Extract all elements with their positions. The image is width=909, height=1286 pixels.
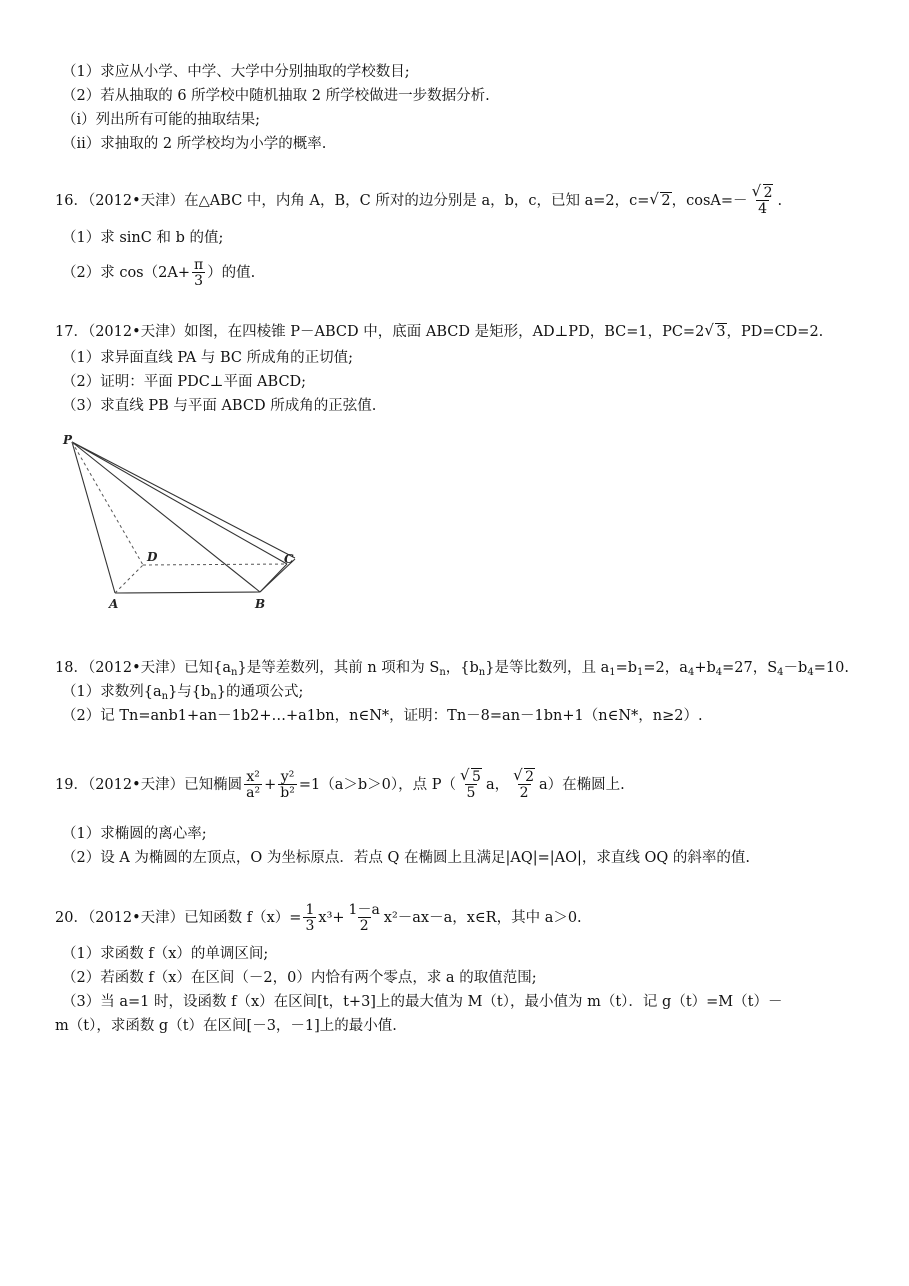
q17-part3: （3）求直线 PB 与平面 ABCD 所成角的正弦值. xyxy=(62,398,377,414)
q19-statement: 19．（2012•天津）已知椭圆 $\frac{\text{x²}}{\text{a²}}$ + $\frac{\text{y²}}{\text{b²}}$ =1（a＞b＞0），点 P（ √ 5 5 a， √ 2 2 a）在椭圆上. xyxy=(55,766,625,801)
q16-head-text: 16．（2012•天津）在△ABC 中，内角 A，B，C 所对的边分别是 a，b，c，已知 a=2，c= xyxy=(55,193,650,209)
q16-cos-fraction: √ 2 4 xyxy=(751,182,773,217)
q19-py-fraction: √ 2 2 xyxy=(513,766,535,801)
q17-part1: （1）求异面直线 PA 与 BC 所成角的正切值; xyxy=(62,350,353,366)
label-P: P xyxy=(63,433,73,447)
q16-pi-fraction: $\frac{\pi}{3}$ xyxy=(193,257,204,289)
q20-part1: （1）求函数 f（x）的单调区间; xyxy=(62,946,269,962)
q16-part2: （2）求 cos（2A+ $\frac{\pi}{3}$ ）的值. xyxy=(62,257,256,289)
edge-PC xyxy=(72,442,287,564)
edge-PA xyxy=(72,442,115,593)
q20-third-fraction: $\frac{1}{3}$ xyxy=(305,902,315,934)
q20-part3a: （3）当 a=1 时，设函数 f（x）在区间[t，t+3]上的最大值为 M（t），最小值为 m（t）．记 g（t）=M（t）－ xyxy=(62,994,783,1010)
q16-sqrt-c: √ 2 xyxy=(649,190,671,209)
edge-DC-hidden xyxy=(143,564,287,565)
edge-AD-hidden xyxy=(115,565,143,593)
q19-y-fraction: $\frac{\text{y²}}{\text{b²}}$ xyxy=(280,769,295,801)
q16-part1: （1）求 sinC 和 b 的值; xyxy=(62,230,224,246)
q17-sqrt-pc: √ 3 xyxy=(704,321,726,340)
q19-px-fraction: √ 5 5 xyxy=(460,766,481,801)
q19-part2: （2）设 A 为椭圆的左顶点，O 为坐标原点．若点 Q 在椭圆上且满足|AQ|=|AO|，求直线 OQ 的斜率的值. xyxy=(62,850,751,866)
q15-part1: （1）求应从小学、中学、大学中分别抽取的学校数目; xyxy=(62,64,410,80)
label-A: A xyxy=(109,597,119,611)
q15-part2-i: （i）列出所有可能的抽取结果; xyxy=(62,112,261,128)
q18-statement: 18．（2012•天津）已知$\{a_n\}$是等差数列，其前 n 项和为 $S_n$，$\{b_n\}$是等比数列，且 $a_1=b_1=2$，$a_4+b_4=27$，$S_4-b_4=10$. xyxy=(55,660,849,678)
q17-part2: （2）证明：平面 PDC⊥平面 ABCD; xyxy=(62,374,307,390)
q18-part2: （2）记 Tn=anb1+an－1b2+…+a1bn，n∈N*，证明：Tn－8=an－1bn+1（n∈N*，n≥2）. xyxy=(62,708,703,724)
q15-part2: （2）若从抽取的 6 所学校中随机抽取 2 所学校做进一步数据分析. xyxy=(62,88,490,104)
q20-statement: 20．（2012•天津）已知函数 f（x）= $\frac{1}{3}$ x³+ $\frac{1-a}{2}$ x²－ax－a，x∈R，其中 a＞0. xyxy=(55,902,582,934)
q15-part2-ii: （ii）求抽取的 2 所学校均为小学的概率. xyxy=(62,136,327,152)
q16-statement: 16．（2012•天津）在△ABC 中，内角 A，B，C 所对的边分别是 a，b，c，已知 a=2，c= √ 2，cosA=－ √ 2 4 . xyxy=(55,182,783,217)
label-D: D xyxy=(147,550,158,564)
edge-AB xyxy=(115,592,260,593)
q17-statement: 17．（2012•天津）如图，在四棱锥 P－ABCD 中，底面 ABCD 是矩形，AD⊥PD，BC=1，PC=2 √ 3，PD=CD=2. xyxy=(55,321,824,340)
q19-x-fraction: $\frac{\text{x²}}{\text{a²}}$ xyxy=(246,769,261,801)
q20-part3b: m（t），求函数 g（t）在区间[－3，－1]上的最小值. xyxy=(55,1018,397,1034)
q20-coef-fraction: $\frac{1-a}{2}$ xyxy=(348,902,380,934)
label-C: C xyxy=(284,552,294,566)
q20-part2: （2）若函数 f（x）在区间（－2，0）内恰有两个零点，求 a 的取值范围; xyxy=(62,970,537,986)
q19-part1: （1）求椭圆的离心率; xyxy=(62,826,207,842)
q18-part1: （1）求数列$\{a_n\}$与$\{b_n\}$的通项公式; xyxy=(62,684,304,702)
q16-cos-label: ，cosA=－ xyxy=(671,193,748,209)
edge-PB xyxy=(72,442,260,592)
q17-pyramid-figure xyxy=(55,428,305,616)
label-B: B xyxy=(255,597,266,611)
